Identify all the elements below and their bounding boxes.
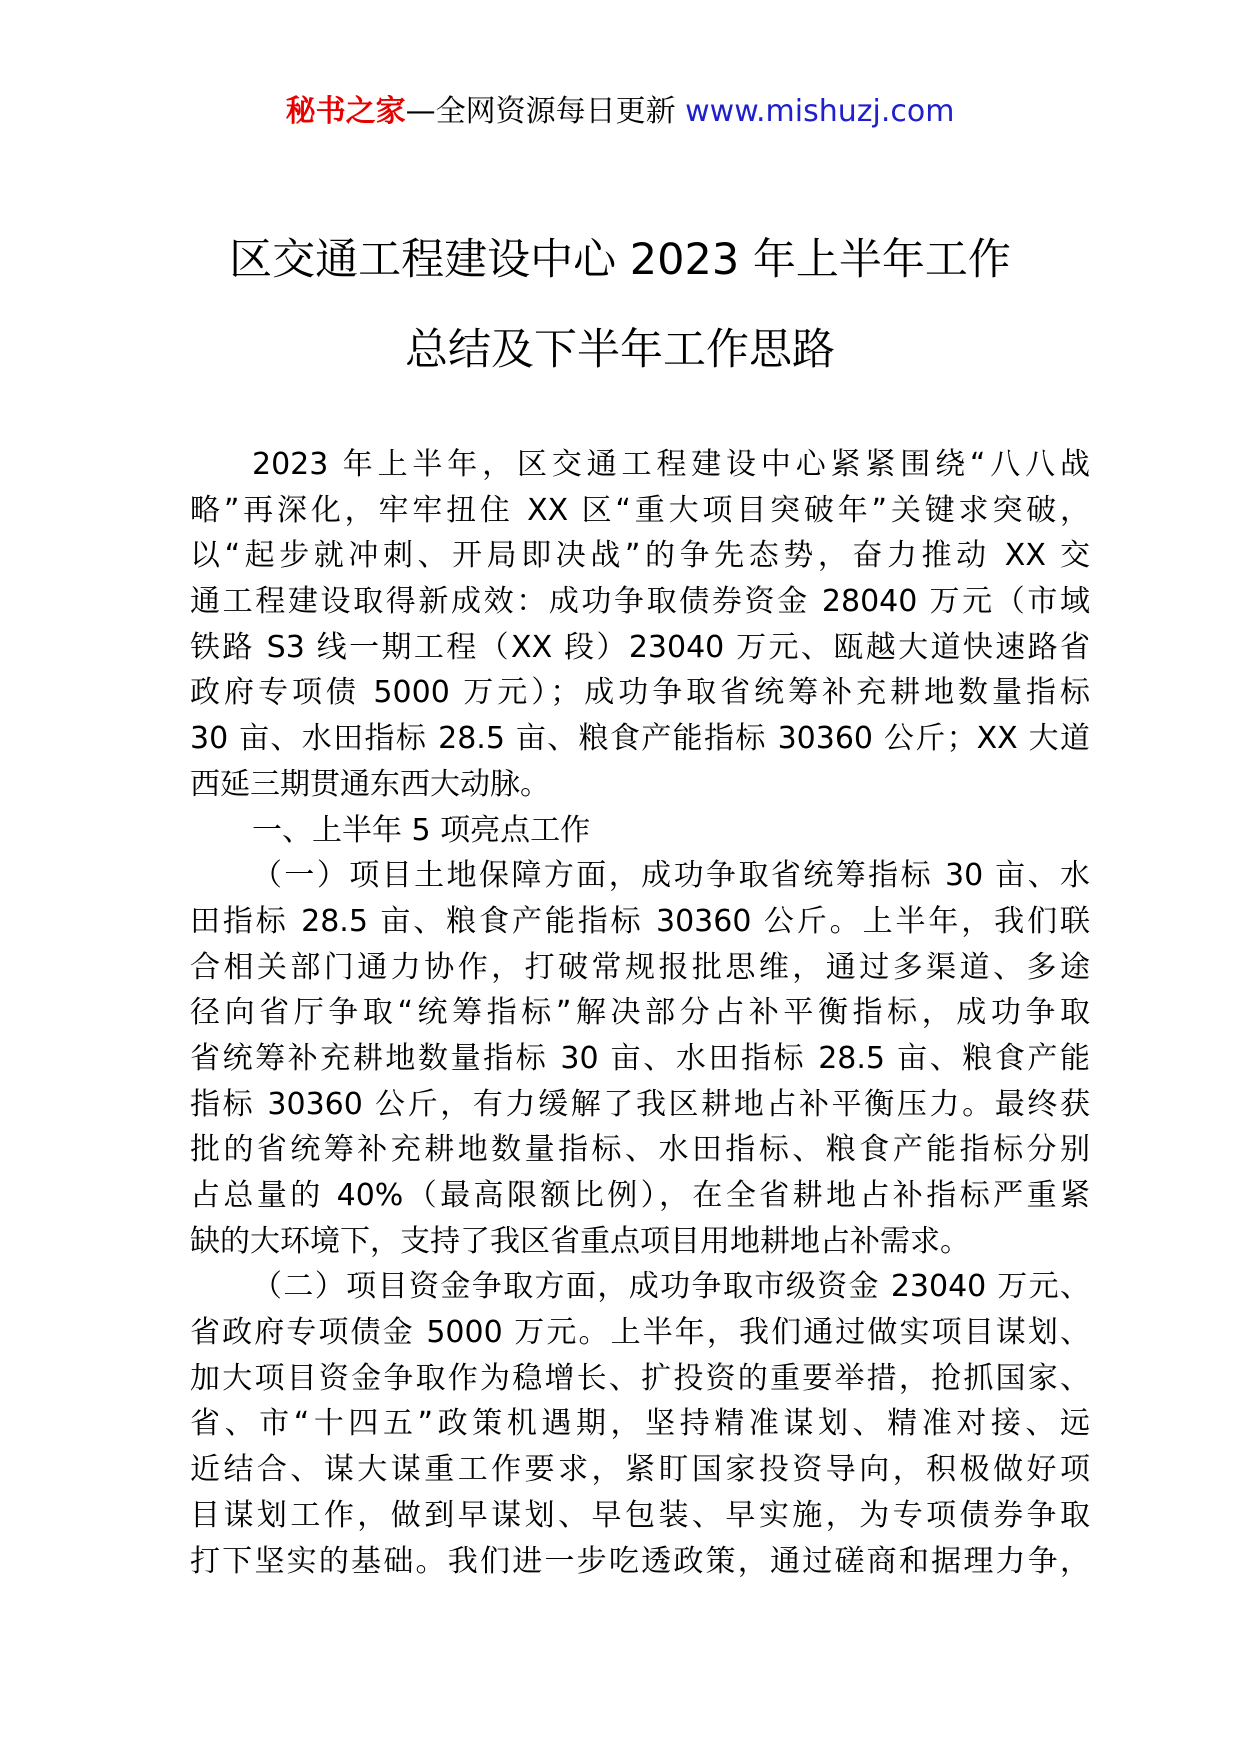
body-line: 略”再深化，牢牢扭住 XX 区“重大项目突破年”关键求突破，	[190, 492, 1090, 528]
body-line: 田指标 28.5 亩、粮食产能指标 30360 公斤。上半年，我们联	[190, 903, 1090, 939]
site-header	[0, 92, 1240, 132]
brand-name: 秘书之家	[285, 94, 406, 129]
body-line: 径向省厅争取“统筹指标”解决部分占补平衡指标，成功争取	[190, 995, 1090, 1031]
body-line: 合相关部门通力协作，打破常规报批思维，通过多渠道、多途	[190, 949, 1090, 985]
body-line: 目谋划工作，做到早谋划、早包装、早实施，为专项债券争取	[190, 1497, 1090, 1533]
site-url-link[interactable]: www.mishuzj.com	[685, 94, 955, 129]
body-line: （一）项目土地保障方面，成功争取省统筹指标 30 亩、水	[252, 858, 1090, 894]
document-title-line-1: 区交通工程建设中心 2023 年上半年工作	[229, 235, 1011, 285]
document-body	[190, 442, 1090, 1584]
body-line: 通工程建设取得新成效：成功争取债券资金 28040 万元（市域	[190, 584, 1090, 620]
document-title-line-2: 总结及下半年工作思路	[405, 325, 835, 375]
body-line: 西延三期贯通东西大动脉。	[190, 766, 550, 802]
body-line: 批的省统筹补充耕地数量指标、水田指标、粮食产能指标分别	[190, 1132, 1090, 1168]
body-line: 近结合、谋大谋重工作要求，紧盯国家投资导向，积极做好项	[190, 1452, 1090, 1488]
body-line: 2023 年上半年，区交通工程建设中心紧紧围绕“八八战	[252, 447, 1090, 482]
body-line: 占总量的 40%（最高限额比例），在全省耕地占补指标严重紧	[190, 1178, 1090, 1213]
body-line: 以“起步就冲刺、开局即决战”的争先态势，奋力推动 XX 交	[190, 538, 1090, 574]
body-line: 省政府专项债金 5000 万元。上半年，我们通过做实项目谋划、	[190, 1315, 1090, 1351]
body-line: 省统筹补充耕地数量指标 30 亩、水田指标 28.5 亩、粮食产能	[190, 1040, 1090, 1076]
body-line: 指标 30360 公斤，有力缓解了我区耕地占补平衡压力。最终获	[190, 1086, 1090, 1122]
body-line: （二）项目资金争取方面，成功争取市级资金 23040 万元、	[252, 1269, 1090, 1305]
body-line: 省、市“十四五”政策机遇期，坚持精准谋划、精准对接、远	[190, 1406, 1090, 1442]
body-line: 政府专项债 5000 万元）；成功争取省统筹补充耕地数量指标	[190, 675, 1090, 711]
body-line: 缺的大环境下，支持了我区省重点项目用地耕地占补需求。	[190, 1223, 970, 1259]
section-heading: 一、上半年 5 项亮点工作	[252, 812, 591, 848]
body-line: 打下坚实的基础。我们进一步吃透政策，通过磋商和据理力争，	[190, 1543, 1090, 1579]
header-slogan: —全网资源每日更新	[405, 94, 686, 129]
body-line: 30 亩、水田指标 28.5 亩、粮食产能指标 30360 公斤；XX 大道	[190, 721, 1090, 757]
body-line: 加大项目资金争取作为稳增长、扩投资的重要举措，抢抓国家、	[190, 1360, 1090, 1396]
body-line: 铁路 S3 线一期工程（XX 段）23040 万元、瓯越大道快速路省	[190, 629, 1090, 665]
